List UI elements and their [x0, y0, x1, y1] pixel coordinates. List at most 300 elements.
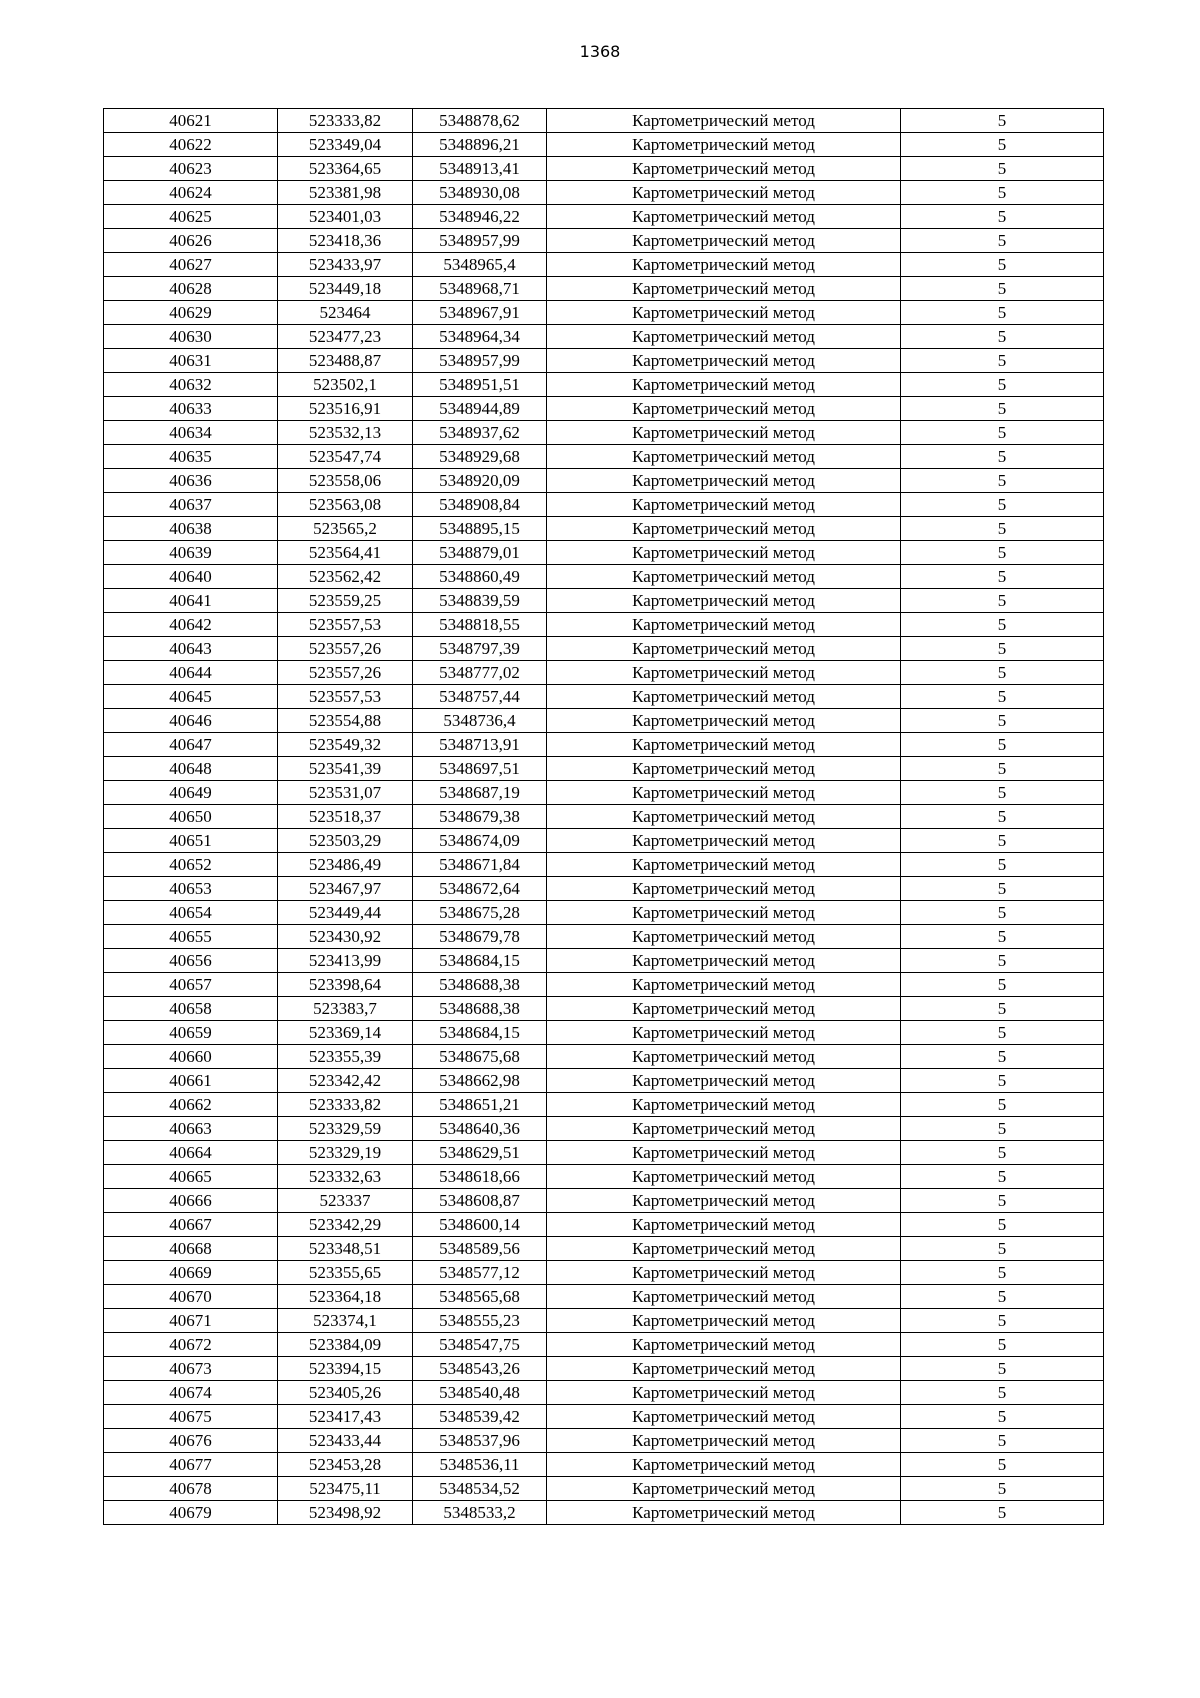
- accuracy-cell: 5: [901, 373, 1104, 397]
- y-coordinate-cell: 5348957,99: [413, 349, 547, 373]
- point-number-cell: 40639: [104, 541, 278, 565]
- y-coordinate-cell: 5348537,96: [413, 1429, 547, 1453]
- point-number-cell: 40676: [104, 1429, 278, 1453]
- accuracy-cell: 5: [901, 613, 1104, 637]
- y-coordinate-cell: 5348797,39: [413, 637, 547, 661]
- method-cell: Картометрический метод: [547, 901, 901, 925]
- x-coordinate-cell: 523488,87: [278, 349, 413, 373]
- point-number-cell: 40674: [104, 1381, 278, 1405]
- method-cell: Картометрический метод: [547, 733, 901, 757]
- point-number-cell: 40649: [104, 781, 278, 805]
- x-coordinate-cell: 523433,97: [278, 253, 413, 277]
- point-number-cell: 40655: [104, 925, 278, 949]
- accuracy-cell: 5: [901, 205, 1104, 229]
- point-number-cell: 40621: [104, 109, 278, 133]
- x-coordinate-cell: 523364,18: [278, 1285, 413, 1309]
- method-cell: Картометрический метод: [547, 1381, 901, 1405]
- x-coordinate-cell: 523559,25: [278, 589, 413, 613]
- method-cell: Картометрический метод: [547, 1045, 901, 1069]
- method-cell: Картометрический метод: [547, 469, 901, 493]
- point-number-cell: 40660: [104, 1045, 278, 1069]
- point-number-cell: 40658: [104, 997, 278, 1021]
- y-coordinate-cell: 5348577,12: [413, 1261, 547, 1285]
- accuracy-cell: 5: [901, 1453, 1104, 1477]
- table-row: [104, 1381, 1104, 1405]
- method-cell: Картометрический метод: [547, 613, 901, 637]
- point-number-cell: 40661: [104, 1069, 278, 1093]
- x-coordinate-cell: 523562,42: [278, 565, 413, 589]
- x-coordinate-cell: 523547,74: [278, 445, 413, 469]
- table-row: [104, 109, 1104, 133]
- method-cell: Картометрический метод: [547, 1477, 901, 1501]
- y-coordinate-cell: 5348930,08: [413, 181, 547, 205]
- y-coordinate-cell: 5348684,15: [413, 949, 547, 973]
- accuracy-cell: 5: [901, 637, 1104, 661]
- table-row: [104, 757, 1104, 781]
- table-row: [104, 997, 1104, 1021]
- x-coordinate-cell: 523453,28: [278, 1453, 413, 1477]
- method-cell: Картометрический метод: [547, 1333, 901, 1357]
- x-coordinate-cell: 523467,97: [278, 877, 413, 901]
- table-row: [104, 1477, 1104, 1501]
- method-cell: Картометрический метод: [547, 1309, 901, 1333]
- x-coordinate-cell: 523398,64: [278, 973, 413, 997]
- x-coordinate-cell: 523557,53: [278, 685, 413, 709]
- x-coordinate-cell: 523433,44: [278, 1429, 413, 1453]
- method-cell: Картометрический метод: [547, 205, 901, 229]
- y-coordinate-cell: 5348671,84: [413, 853, 547, 877]
- table-row: [104, 637, 1104, 661]
- point-number-cell: 40672: [104, 1333, 278, 1357]
- y-coordinate-cell: 5348589,56: [413, 1237, 547, 1261]
- y-coordinate-cell: 5348675,28: [413, 901, 547, 925]
- y-coordinate-cell: 5348929,68: [413, 445, 547, 469]
- x-coordinate-cell: 523364,65: [278, 157, 413, 181]
- table-row: [104, 949, 1104, 973]
- x-coordinate-cell: 523430,92: [278, 925, 413, 949]
- table-row: [104, 781, 1104, 805]
- table-row: [104, 565, 1104, 589]
- accuracy-cell: 5: [901, 1429, 1104, 1453]
- table-row: [104, 1261, 1104, 1285]
- method-cell: Картометрический метод: [547, 421, 901, 445]
- method-cell: Картометрический метод: [547, 1069, 901, 1093]
- x-coordinate-cell: 523401,03: [278, 205, 413, 229]
- y-coordinate-cell: 5348860,49: [413, 565, 547, 589]
- table-row: [104, 421, 1104, 445]
- method-cell: Картометрический метод: [547, 1165, 901, 1189]
- method-cell: Картометрический метод: [547, 349, 901, 373]
- method-cell: Картометрический метод: [547, 709, 901, 733]
- table-row: [104, 133, 1104, 157]
- table-row: [104, 853, 1104, 877]
- x-coordinate-cell: 523565,2: [278, 517, 413, 541]
- method-cell: Картометрический метод: [547, 253, 901, 277]
- table-row: [104, 877, 1104, 901]
- y-coordinate-cell: 5348608,87: [413, 1189, 547, 1213]
- y-coordinate-cell: 5348565,68: [413, 1285, 547, 1309]
- method-cell: Картометрический метод: [547, 181, 901, 205]
- method-cell: Картометрический метод: [547, 637, 901, 661]
- point-number-cell: 40677: [104, 1453, 278, 1477]
- table-row: [104, 925, 1104, 949]
- x-coordinate-cell: 523413,99: [278, 949, 413, 973]
- x-coordinate-cell: 523531,07: [278, 781, 413, 805]
- table-row: [104, 1045, 1104, 1069]
- y-coordinate-cell: 5348651,21: [413, 1093, 547, 1117]
- y-coordinate-cell: 5348629,51: [413, 1141, 547, 1165]
- method-cell: Картометрический метод: [547, 229, 901, 253]
- x-coordinate-cell: 523333,82: [278, 109, 413, 133]
- point-number-cell: 40667: [104, 1213, 278, 1237]
- coordinates-table-body: [104, 109, 1104, 1525]
- y-coordinate-cell: 5348957,99: [413, 229, 547, 253]
- point-number-cell: 40640: [104, 565, 278, 589]
- method-cell: Картометрический метод: [547, 445, 901, 469]
- point-number-cell: 40664: [104, 1141, 278, 1165]
- method-cell: Картометрический метод: [547, 949, 901, 973]
- y-coordinate-cell: 5348543,26: [413, 1357, 547, 1381]
- table-row: [104, 277, 1104, 301]
- y-coordinate-cell: 5348679,78: [413, 925, 547, 949]
- method-cell: Картометрический метод: [547, 373, 901, 397]
- point-number-cell: 40678: [104, 1477, 278, 1501]
- table-row: [104, 181, 1104, 205]
- point-number-cell: 40633: [104, 397, 278, 421]
- table-row: [104, 1405, 1104, 1429]
- y-coordinate-cell: 5348662,98: [413, 1069, 547, 1093]
- point-number-cell: 40654: [104, 901, 278, 925]
- table-row: [104, 157, 1104, 181]
- accuracy-cell: 5: [901, 469, 1104, 493]
- y-coordinate-cell: 5348688,38: [413, 997, 547, 1021]
- table-row: [104, 1117, 1104, 1141]
- x-coordinate-cell: 523549,32: [278, 733, 413, 757]
- method-cell: Картометрический метод: [547, 1117, 901, 1141]
- point-number-cell: 40641: [104, 589, 278, 613]
- table-row: [104, 517, 1104, 541]
- method-cell: Картометрический метод: [547, 757, 901, 781]
- x-coordinate-cell: 523417,43: [278, 1405, 413, 1429]
- y-coordinate-cell: 5348951,51: [413, 373, 547, 397]
- method-cell: Картометрический метод: [547, 397, 901, 421]
- point-number-cell: 40648: [104, 757, 278, 781]
- x-coordinate-cell: 523486,49: [278, 853, 413, 877]
- y-coordinate-cell: 5348964,34: [413, 325, 547, 349]
- x-coordinate-cell: 523383,7: [278, 997, 413, 1021]
- y-coordinate-cell: 5348968,71: [413, 277, 547, 301]
- accuracy-cell: 5: [901, 301, 1104, 325]
- method-cell: Картометрический метод: [547, 301, 901, 325]
- accuracy-cell: 5: [901, 901, 1104, 925]
- point-number-cell: 40622: [104, 133, 278, 157]
- y-coordinate-cell: 5348839,59: [413, 589, 547, 613]
- y-coordinate-cell: 5348674,09: [413, 829, 547, 853]
- point-number-cell: 40635: [104, 445, 278, 469]
- point-number-cell: 40651: [104, 829, 278, 853]
- y-coordinate-cell: 5348913,41: [413, 157, 547, 181]
- accuracy-cell: 5: [901, 1141, 1104, 1165]
- x-coordinate-cell: 523369,14: [278, 1021, 413, 1045]
- method-cell: Картометрический метод: [547, 157, 901, 181]
- table-row: [104, 1333, 1104, 1357]
- y-coordinate-cell: 5348895,15: [413, 517, 547, 541]
- accuracy-cell: 5: [901, 445, 1104, 469]
- y-coordinate-cell: 5348679,38: [413, 805, 547, 829]
- table-row: [104, 733, 1104, 757]
- method-cell: Картометрический метод: [547, 1021, 901, 1045]
- table-row: [104, 445, 1104, 469]
- accuracy-cell: 5: [901, 973, 1104, 997]
- y-coordinate-cell: 5348818,55: [413, 613, 547, 637]
- y-coordinate-cell: 5348618,66: [413, 1165, 547, 1189]
- table-row: [104, 229, 1104, 253]
- y-coordinate-cell: 5348920,09: [413, 469, 547, 493]
- point-number-cell: 40629: [104, 301, 278, 325]
- y-coordinate-cell: 5348534,52: [413, 1477, 547, 1501]
- y-coordinate-cell: 5348713,91: [413, 733, 547, 757]
- point-number-cell: 40628: [104, 277, 278, 301]
- point-number-cell: 40662: [104, 1093, 278, 1117]
- table-row: [104, 1429, 1104, 1453]
- y-coordinate-cell: 5348946,22: [413, 205, 547, 229]
- table-row: [104, 1357, 1104, 1381]
- y-coordinate-cell: 5348777,02: [413, 661, 547, 685]
- method-cell: Картометрический метод: [547, 541, 901, 565]
- x-coordinate-cell: 523564,41: [278, 541, 413, 565]
- accuracy-cell: 5: [901, 805, 1104, 829]
- y-coordinate-cell: 5348908,84: [413, 493, 547, 517]
- point-number-cell: 40626: [104, 229, 278, 253]
- coordinates-table: [103, 108, 1104, 1525]
- accuracy-cell: 5: [901, 421, 1104, 445]
- method-cell: Картометрический метод: [547, 661, 901, 685]
- table-row: [104, 301, 1104, 325]
- table-row: [104, 805, 1104, 829]
- accuracy-cell: 5: [901, 253, 1104, 277]
- method-cell: Картометрический метод: [547, 829, 901, 853]
- x-coordinate-cell: 523355,39: [278, 1045, 413, 1069]
- x-coordinate-cell: 523558,06: [278, 469, 413, 493]
- point-number-cell: 40638: [104, 517, 278, 541]
- x-coordinate-cell: 523477,23: [278, 325, 413, 349]
- x-coordinate-cell: 523563,08: [278, 493, 413, 517]
- x-coordinate-cell: 523374,1: [278, 1309, 413, 1333]
- table-row: [104, 1453, 1104, 1477]
- method-cell: Картометрический метод: [547, 1429, 901, 1453]
- accuracy-cell: 5: [901, 1333, 1104, 1357]
- y-coordinate-cell: 5348555,23: [413, 1309, 547, 1333]
- table-row: [104, 685, 1104, 709]
- y-coordinate-cell: 5348688,38: [413, 973, 547, 997]
- point-number-cell: 40668: [104, 1237, 278, 1261]
- table-row: [104, 1309, 1104, 1333]
- point-number-cell: 40656: [104, 949, 278, 973]
- table-row: [104, 1237, 1104, 1261]
- point-number-cell: 40634: [104, 421, 278, 445]
- table-row: [104, 469, 1104, 493]
- method-cell: Картометрический метод: [547, 1285, 901, 1309]
- accuracy-cell: 5: [901, 517, 1104, 541]
- method-cell: Картометрический метод: [547, 277, 901, 301]
- accuracy-cell: 5: [901, 925, 1104, 949]
- table-row: [104, 589, 1104, 613]
- accuracy-cell: 5: [901, 181, 1104, 205]
- table-row: [104, 973, 1104, 997]
- accuracy-cell: 5: [901, 829, 1104, 853]
- x-coordinate-cell: 523502,1: [278, 373, 413, 397]
- point-number-cell: 40665: [104, 1165, 278, 1189]
- x-coordinate-cell: 523557,26: [278, 637, 413, 661]
- method-cell: Картометрический метод: [547, 973, 901, 997]
- point-number-cell: 40636: [104, 469, 278, 493]
- point-number-cell: 40624: [104, 181, 278, 205]
- method-cell: Картометрический метод: [547, 1453, 901, 1477]
- y-coordinate-cell: 5348937,62: [413, 421, 547, 445]
- point-number-cell: 40673: [104, 1357, 278, 1381]
- accuracy-cell: 5: [901, 853, 1104, 877]
- accuracy-cell: 5: [901, 325, 1104, 349]
- accuracy-cell: 5: [901, 565, 1104, 589]
- table-row: [104, 709, 1104, 733]
- x-coordinate-cell: 523449,18: [278, 277, 413, 301]
- point-number-cell: 40659: [104, 1021, 278, 1045]
- y-coordinate-cell: 5348697,51: [413, 757, 547, 781]
- y-coordinate-cell: 5348967,91: [413, 301, 547, 325]
- accuracy-cell: 5: [901, 757, 1104, 781]
- accuracy-cell: 5: [901, 109, 1104, 133]
- table-row: [104, 1141, 1104, 1165]
- table-row: [104, 1189, 1104, 1213]
- accuracy-cell: 5: [901, 949, 1104, 973]
- x-coordinate-cell: 523418,36: [278, 229, 413, 253]
- table-row: [104, 1021, 1104, 1045]
- x-coordinate-cell: 523349,04: [278, 133, 413, 157]
- accuracy-cell: 5: [901, 1045, 1104, 1069]
- method-cell: Картометрический метод: [547, 325, 901, 349]
- method-cell: Картометрический метод: [547, 1189, 901, 1213]
- x-coordinate-cell: 523329,19: [278, 1141, 413, 1165]
- x-coordinate-cell: 523333,82: [278, 1093, 413, 1117]
- method-cell: Картометрический метод: [547, 925, 901, 949]
- accuracy-cell: 5: [901, 1261, 1104, 1285]
- point-number-cell: 40653: [104, 877, 278, 901]
- point-number-cell: 40631: [104, 349, 278, 373]
- accuracy-cell: 5: [901, 1069, 1104, 1093]
- point-number-cell: 40643: [104, 637, 278, 661]
- accuracy-cell: 5: [901, 709, 1104, 733]
- y-coordinate-cell: 5348878,62: [413, 109, 547, 133]
- point-number-cell: 40637: [104, 493, 278, 517]
- accuracy-cell: 5: [901, 685, 1104, 709]
- page-number: 1368: [579, 42, 621, 61]
- accuracy-cell: 5: [901, 541, 1104, 565]
- x-coordinate-cell: 523449,44: [278, 901, 413, 925]
- accuracy-cell: 5: [901, 1117, 1104, 1141]
- x-coordinate-cell: 523498,92: [278, 1501, 413, 1525]
- point-number-cell: 40644: [104, 661, 278, 685]
- method-cell: Картометрический метод: [547, 1405, 901, 1429]
- accuracy-cell: 5: [901, 1285, 1104, 1309]
- table-row: [104, 901, 1104, 925]
- y-coordinate-cell: 5348896,21: [413, 133, 547, 157]
- table-row: [104, 829, 1104, 853]
- y-coordinate-cell: 5348944,89: [413, 397, 547, 421]
- accuracy-cell: 5: [901, 1165, 1104, 1189]
- y-coordinate-cell: 5348672,64: [413, 877, 547, 901]
- table-row: [104, 1069, 1104, 1093]
- point-number-cell: 40630: [104, 325, 278, 349]
- method-cell: Картометрический метод: [547, 493, 901, 517]
- point-number-cell: 40646: [104, 709, 278, 733]
- x-coordinate-cell: 523475,11: [278, 1477, 413, 1501]
- table-row: [104, 613, 1104, 637]
- accuracy-cell: 5: [901, 229, 1104, 253]
- y-coordinate-cell: 5348547,75: [413, 1333, 547, 1357]
- method-cell: Картометрический метод: [547, 1093, 901, 1117]
- table-row: [104, 1501, 1104, 1525]
- y-coordinate-cell: 5348684,15: [413, 1021, 547, 1045]
- accuracy-cell: 5: [901, 157, 1104, 181]
- x-coordinate-cell: 523348,51: [278, 1237, 413, 1261]
- accuracy-cell: 5: [901, 589, 1104, 613]
- point-number-cell: 40625: [104, 205, 278, 229]
- x-coordinate-cell: 523329,59: [278, 1117, 413, 1141]
- accuracy-cell: 5: [901, 1309, 1104, 1333]
- y-coordinate-cell: 5348533,2: [413, 1501, 547, 1525]
- accuracy-cell: 5: [901, 733, 1104, 757]
- point-number-cell: 40642: [104, 613, 278, 637]
- y-coordinate-cell: 5348600,14: [413, 1213, 547, 1237]
- y-coordinate-cell: 5348640,36: [413, 1117, 547, 1141]
- accuracy-cell: 5: [901, 997, 1104, 1021]
- y-coordinate-cell: 5348540,48: [413, 1381, 547, 1405]
- point-number-cell: 40663: [104, 1117, 278, 1141]
- table-row: [104, 661, 1104, 685]
- table-row: [104, 325, 1104, 349]
- x-coordinate-cell: 523503,29: [278, 829, 413, 853]
- method-cell: Картометрический метод: [547, 997, 901, 1021]
- method-cell: Картометрический метод: [547, 853, 901, 877]
- accuracy-cell: 5: [901, 1189, 1104, 1213]
- method-cell: Картометрический метод: [547, 877, 901, 901]
- accuracy-cell: 5: [901, 1237, 1104, 1261]
- accuracy-cell: 5: [901, 397, 1104, 421]
- x-coordinate-cell: 523532,13: [278, 421, 413, 445]
- method-cell: Картометрический метод: [547, 565, 901, 589]
- method-cell: Картометрический метод: [547, 1237, 901, 1261]
- x-coordinate-cell: 523381,98: [278, 181, 413, 205]
- method-cell: Картометрический метод: [547, 133, 901, 157]
- point-number-cell: 40675: [104, 1405, 278, 1429]
- method-cell: Картометрический метод: [547, 1213, 901, 1237]
- x-coordinate-cell: 523516,91: [278, 397, 413, 421]
- method-cell: Картометрический метод: [547, 805, 901, 829]
- x-coordinate-cell: 523332,63: [278, 1165, 413, 1189]
- point-number-cell: 40657: [104, 973, 278, 997]
- accuracy-cell: 5: [901, 277, 1104, 301]
- y-coordinate-cell: 5348536,11: [413, 1453, 547, 1477]
- method-cell: Картометрический метод: [547, 109, 901, 133]
- table-row: [104, 205, 1104, 229]
- accuracy-cell: 5: [901, 1093, 1104, 1117]
- x-coordinate-cell: 523464: [278, 301, 413, 325]
- accuracy-cell: 5: [901, 133, 1104, 157]
- x-coordinate-cell: 523554,88: [278, 709, 413, 733]
- table-row: [104, 373, 1104, 397]
- accuracy-cell: 5: [901, 1381, 1104, 1405]
- accuracy-cell: 5: [901, 1501, 1104, 1525]
